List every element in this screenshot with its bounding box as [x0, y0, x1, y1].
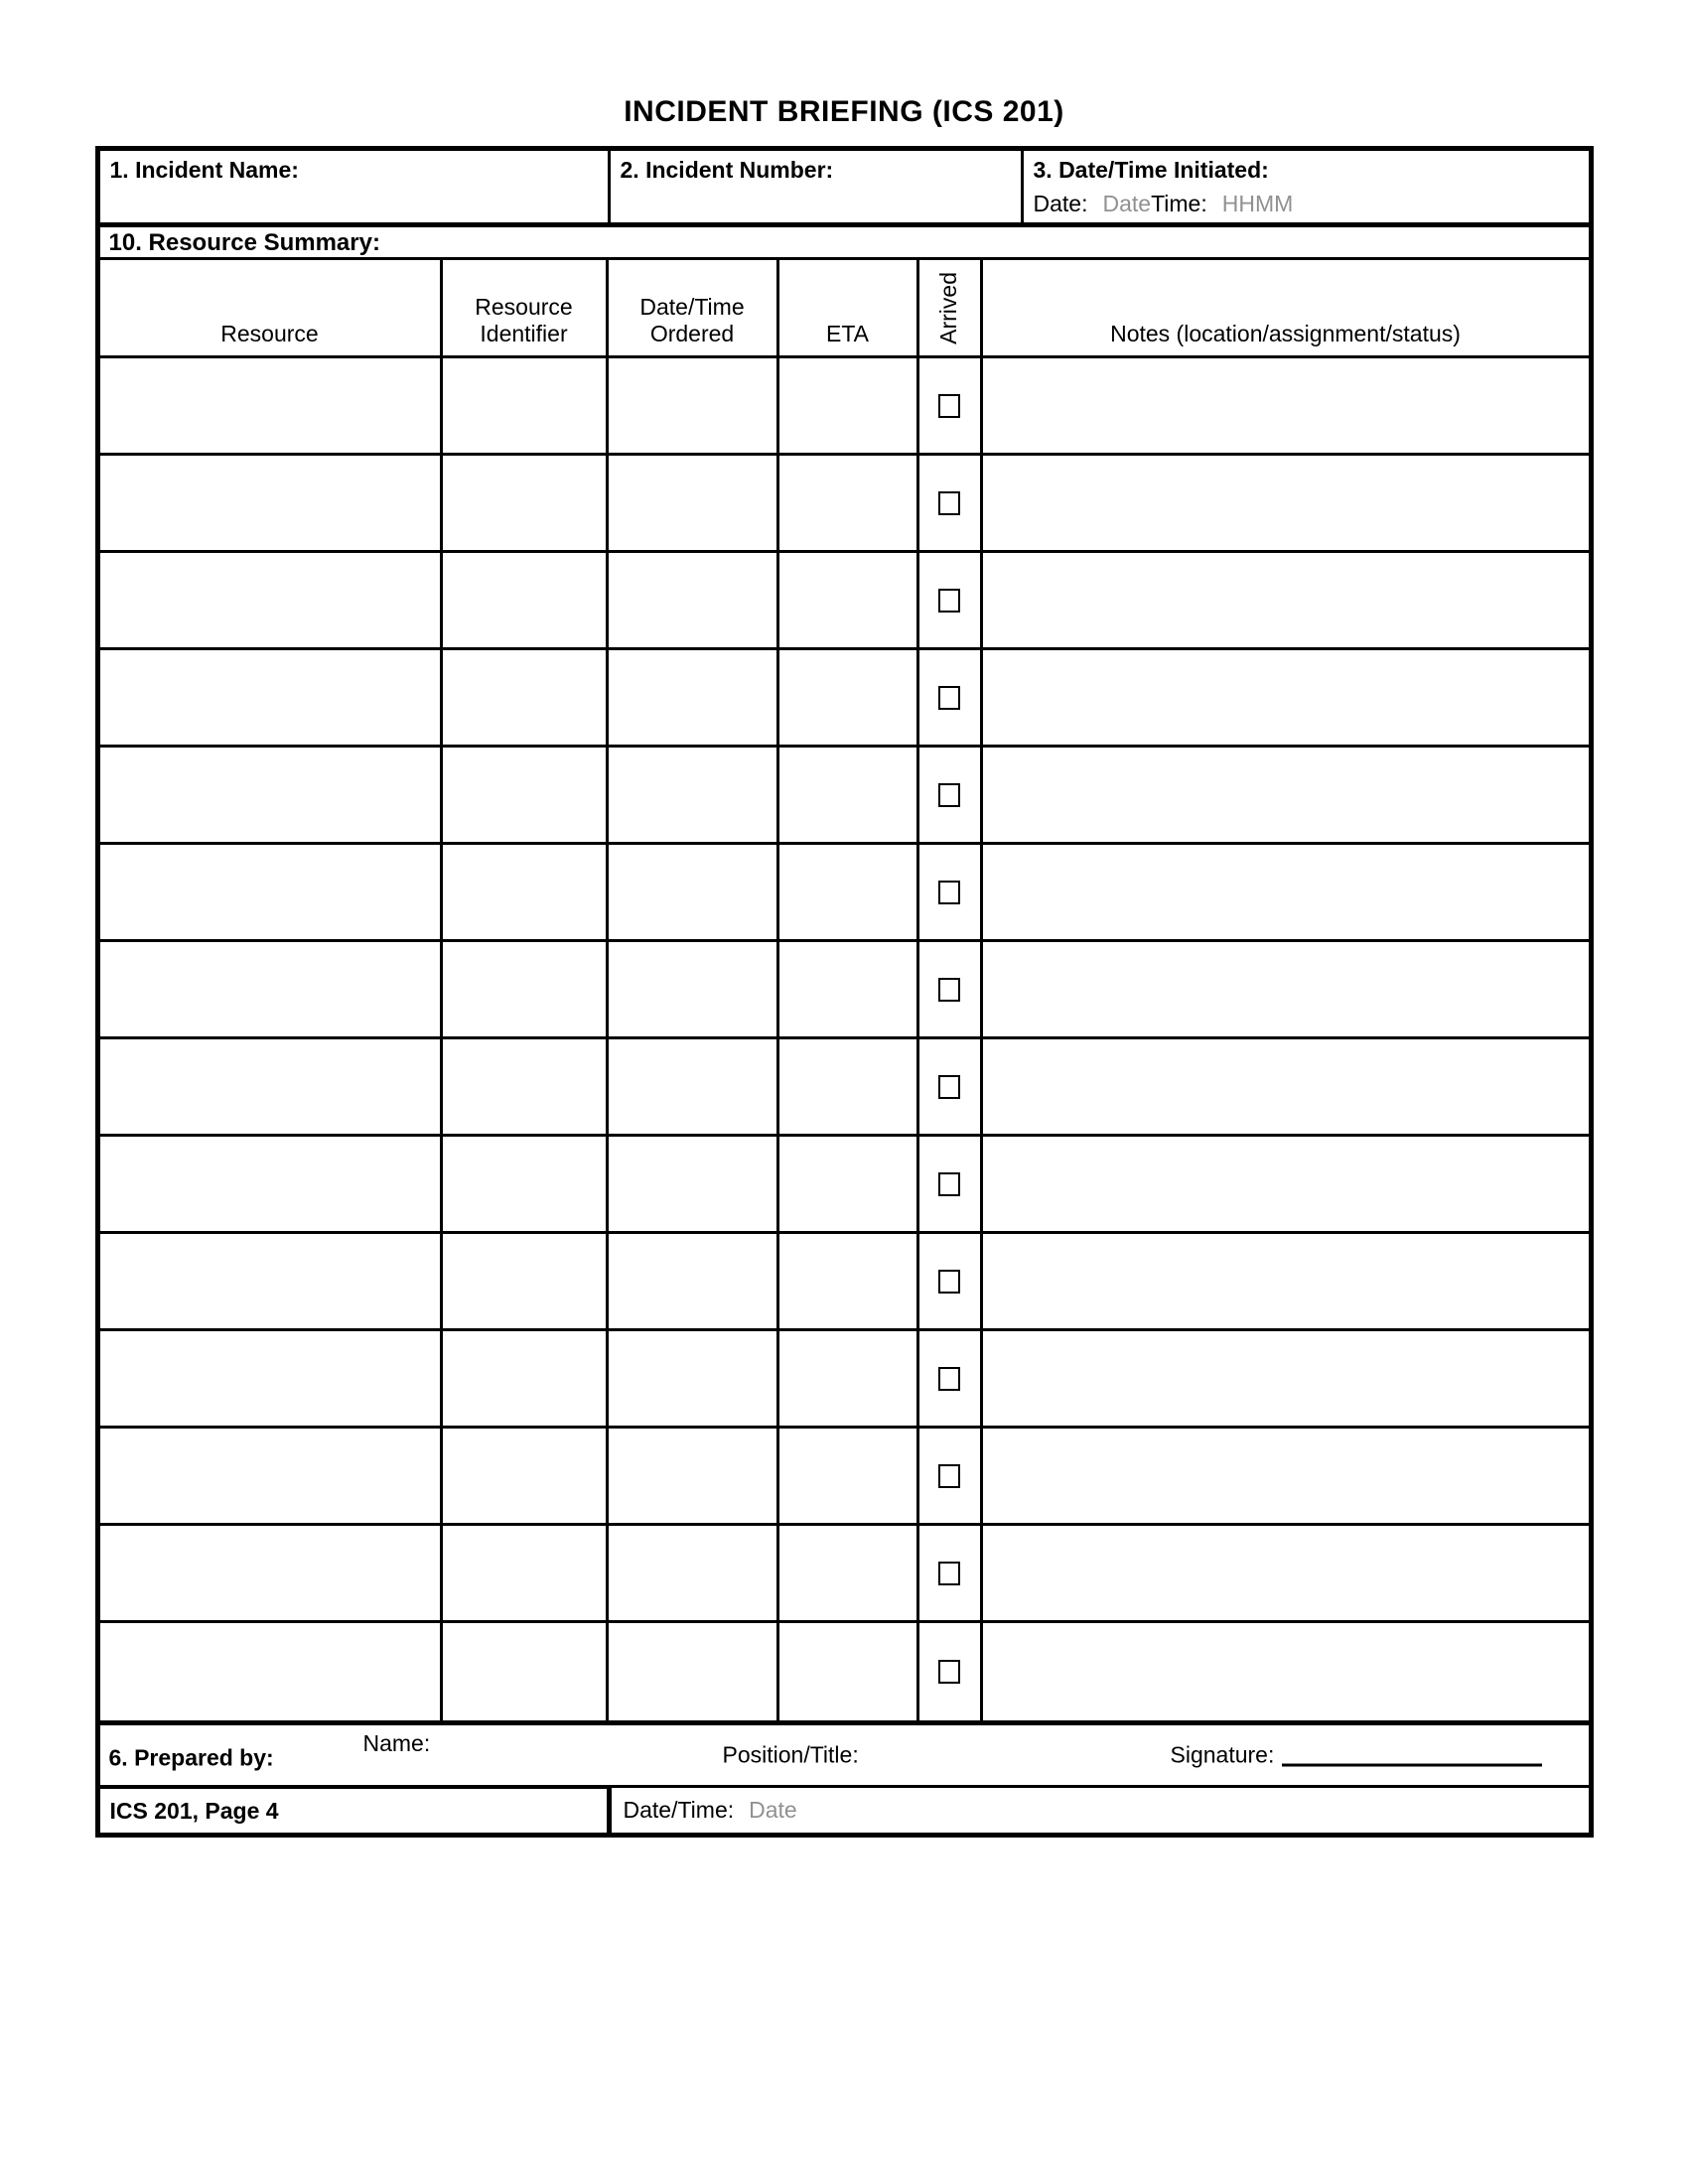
notes-cell[interactable]	[983, 456, 1589, 550]
ordered-cell[interactable]	[609, 1429, 779, 1523]
resource-cell[interactable]	[100, 942, 443, 1036]
notes-cell[interactable]	[983, 650, 1589, 745]
table-row	[100, 553, 1589, 650]
column-header-eta: ETA	[779, 260, 919, 355]
notes-cell[interactable]	[983, 845, 1589, 939]
identifier-cell[interactable]	[443, 650, 609, 745]
notes-cell[interactable]	[983, 748, 1589, 842]
signature-field[interactable]	[1171, 1742, 1543, 1769]
date-label: Date:	[1033, 191, 1088, 216]
table-row	[100, 358, 1589, 456]
column-header-identifier: Resource Identifier	[443, 260, 609, 355]
ordered-cell[interactable]	[609, 748, 779, 842]
identifier-cell[interactable]	[443, 553, 609, 647]
eta-cell[interactable]	[779, 1137, 919, 1231]
ordered-cell[interactable]	[609, 1526, 779, 1620]
arrived-checkbox[interactable]	[938, 491, 960, 515]
notes-cell[interactable]	[983, 1137, 1589, 1231]
name-label[interactable]: Name:	[362, 1730, 431, 1756]
arrived-cell	[919, 456, 983, 550]
position-title-label[interactable]: Position/Title:	[722, 1741, 859, 1768]
table-row	[100, 1429, 1589, 1526]
resource-cell[interactable]	[100, 553, 443, 647]
identifier-cell[interactable]	[443, 1039, 609, 1134]
time-label: Time:	[1151, 191, 1207, 216]
notes-cell[interactable]	[983, 553, 1589, 647]
table-row	[100, 1623, 1589, 1720]
resource-cell[interactable]	[100, 1331, 443, 1426]
resource-table-header	[100, 260, 1589, 358]
eta-cell[interactable]	[779, 1039, 919, 1134]
identifier-cell[interactable]	[443, 1331, 609, 1426]
datetime-initiated-label: 3. Date/Time Initiated:	[1033, 157, 1269, 183]
ordered-cell[interactable]	[609, 1137, 779, 1231]
eta-cell[interactable]	[779, 650, 919, 745]
identifier-cell[interactable]	[443, 358, 609, 453]
resource-cell[interactable]	[100, 1623, 443, 1720]
incident-number-field[interactable]	[611, 151, 1024, 222]
ordered-cell[interactable]	[609, 1623, 779, 1720]
datetime-initiated-field[interactable]	[1024, 151, 1589, 222]
identifier-cell[interactable]	[443, 1429, 609, 1523]
datetime-initiated-line	[1034, 191, 1579, 217]
arrived-checkbox[interactable]	[938, 686, 960, 710]
signature-line[interactable]	[1282, 1743, 1542, 1767]
identifier-cell[interactable]	[443, 1623, 609, 1720]
time-placeholder[interactable]: HHMM	[1221, 191, 1294, 216]
prepared-by-row	[100, 1720, 1589, 1788]
table-row	[100, 942, 1589, 1039]
form-header-row	[100, 151, 1589, 227]
table-row	[100, 748, 1589, 845]
arrived-checkbox[interactable]	[938, 783, 960, 807]
eta-cell[interactable]	[779, 1526, 919, 1620]
arrived-checkbox[interactable]	[938, 1172, 960, 1196]
identifier-cell[interactable]	[443, 1526, 609, 1620]
table-row	[100, 456, 1589, 553]
form-page-badge: ICS 201, Page 4	[100, 1785, 612, 1833]
ordered-cell[interactable]	[609, 553, 779, 647]
arrived-checkbox[interactable]	[938, 1562, 960, 1585]
ordered-cell[interactable]	[609, 1234, 779, 1328]
prepared-by-label: 6. Prepared by:	[108, 1744, 274, 1771]
resource-cell[interactable]	[100, 1039, 443, 1134]
arrived-cell	[919, 650, 983, 745]
arrived-cell	[919, 358, 983, 453]
table-row	[100, 1039, 1589, 1137]
identifier-cell[interactable]	[443, 456, 609, 550]
arrived-checkbox[interactable]	[938, 978, 960, 1002]
identifier-cell[interactable]	[443, 942, 609, 1036]
incident-name-field[interactable]	[100, 151, 611, 222]
arrived-vertical-label: Arrived	[935, 271, 962, 344]
arrived-cell	[919, 1234, 983, 1328]
notes-cell[interactable]	[983, 1623, 1589, 1720]
resource-cell[interactable]	[100, 358, 443, 453]
arrived-checkbox[interactable]	[938, 1367, 960, 1391]
arrived-cell	[919, 1623, 983, 1720]
eta-cell[interactable]	[779, 553, 919, 647]
table-row	[100, 650, 1589, 748]
page-title: INCIDENT BRIEFING (ICS 201)	[624, 95, 1064, 128]
column-header-notes: Notes (location/assignment/status)	[1110, 320, 1461, 346]
ordered-cell[interactable]	[609, 1039, 779, 1134]
incident-name-label: 1. Incident Name:	[109, 157, 299, 183]
footer-datetime-placeholder[interactable]: Date	[749, 1797, 797, 1823]
resource-cell[interactable]	[100, 1234, 443, 1328]
column-header-resource: Resource	[100, 260, 443, 355]
resource-cell[interactable]	[100, 650, 443, 745]
identifier-cell[interactable]	[443, 1234, 609, 1328]
form-container	[95, 146, 1594, 1838]
ordered-cell[interactable]	[609, 942, 779, 1036]
arrived-checkbox[interactable]	[938, 1270, 960, 1294]
arrived-cell	[919, 748, 983, 842]
arrived-cell	[919, 1526, 983, 1620]
footer-datetime-label: Date/Time:	[623, 1797, 735, 1823]
resource-cell[interactable]	[100, 748, 443, 842]
notes-cell[interactable]	[983, 1429, 1589, 1523]
signature-label: Signature:	[1170, 1741, 1275, 1768]
notes-cell[interactable]	[983, 1234, 1589, 1328]
eta-cell[interactable]	[779, 748, 919, 842]
eta-cell[interactable]	[779, 942, 919, 1036]
ordered-cell[interactable]	[609, 845, 779, 939]
arrived-checkbox[interactable]	[938, 1075, 960, 1099]
identifier-cell[interactable]	[443, 748, 609, 842]
table-row	[100, 845, 1589, 942]
notes-cell[interactable]	[983, 358, 1589, 453]
ordered-cell[interactable]	[609, 456, 779, 550]
arrived-checkbox[interactable]	[938, 1660, 960, 1684]
arrived-checkbox[interactable]	[938, 881, 960, 904]
eta-cell[interactable]	[779, 845, 919, 939]
ordered-cell[interactable]	[609, 650, 779, 745]
resource-cell[interactable]	[100, 456, 443, 550]
arrived-checkbox[interactable]	[938, 1464, 960, 1488]
arrived-checkbox[interactable]	[938, 589, 960, 613]
arrived-cell	[919, 1331, 983, 1426]
column-header-arrived	[919, 260, 983, 355]
notes-cell[interactable]	[983, 942, 1589, 1036]
footer-datetime-field[interactable]	[612, 1788, 1589, 1833]
ordered-cell[interactable]	[609, 358, 779, 453]
identifier-cell[interactable]	[443, 845, 609, 939]
table-row	[100, 1331, 1589, 1429]
table-row	[100, 1137, 1589, 1234]
eta-cell[interactable]	[779, 1429, 919, 1523]
column-header-ordered: Date/Time Ordered	[609, 260, 779, 355]
arrived-cell	[919, 1429, 983, 1523]
arrived-cell	[919, 553, 983, 647]
arrived-cell	[919, 845, 983, 939]
eta-cell[interactable]	[779, 1623, 919, 1720]
arrived-cell	[919, 1137, 983, 1231]
resource-table-body	[100, 358, 1589, 1720]
eta-cell[interactable]	[779, 1234, 919, 1328]
notes-cell[interactable]	[983, 1526, 1589, 1620]
identifier-cell[interactable]	[443, 1137, 609, 1231]
resource-cell[interactable]	[100, 845, 443, 939]
eta-cell[interactable]	[779, 456, 919, 550]
notes-cell[interactable]	[983, 1331, 1589, 1426]
ordered-cell[interactable]	[609, 1331, 779, 1426]
arrived-cell	[919, 1039, 983, 1134]
resource-cell[interactable]	[100, 1429, 443, 1523]
incident-number-label: 2. Incident Number:	[620, 157, 834, 183]
eta-cell[interactable]	[779, 358, 919, 453]
notes-cell[interactable]	[983, 1039, 1589, 1134]
resource-cell[interactable]	[100, 1137, 443, 1231]
arrived-cell	[919, 942, 983, 1036]
table-row	[100, 1234, 1589, 1331]
eta-cell[interactable]	[779, 1331, 919, 1426]
date-placeholder[interactable]: Date	[1102, 191, 1152, 216]
table-row	[100, 1526, 1589, 1623]
resource-summary-section-label: 10. Resource Summary:	[100, 227, 1589, 260]
form-footer-row	[100, 1788, 1589, 1833]
arrived-checkbox[interactable]	[938, 394, 960, 418]
resource-cell[interactable]	[100, 1526, 443, 1620]
